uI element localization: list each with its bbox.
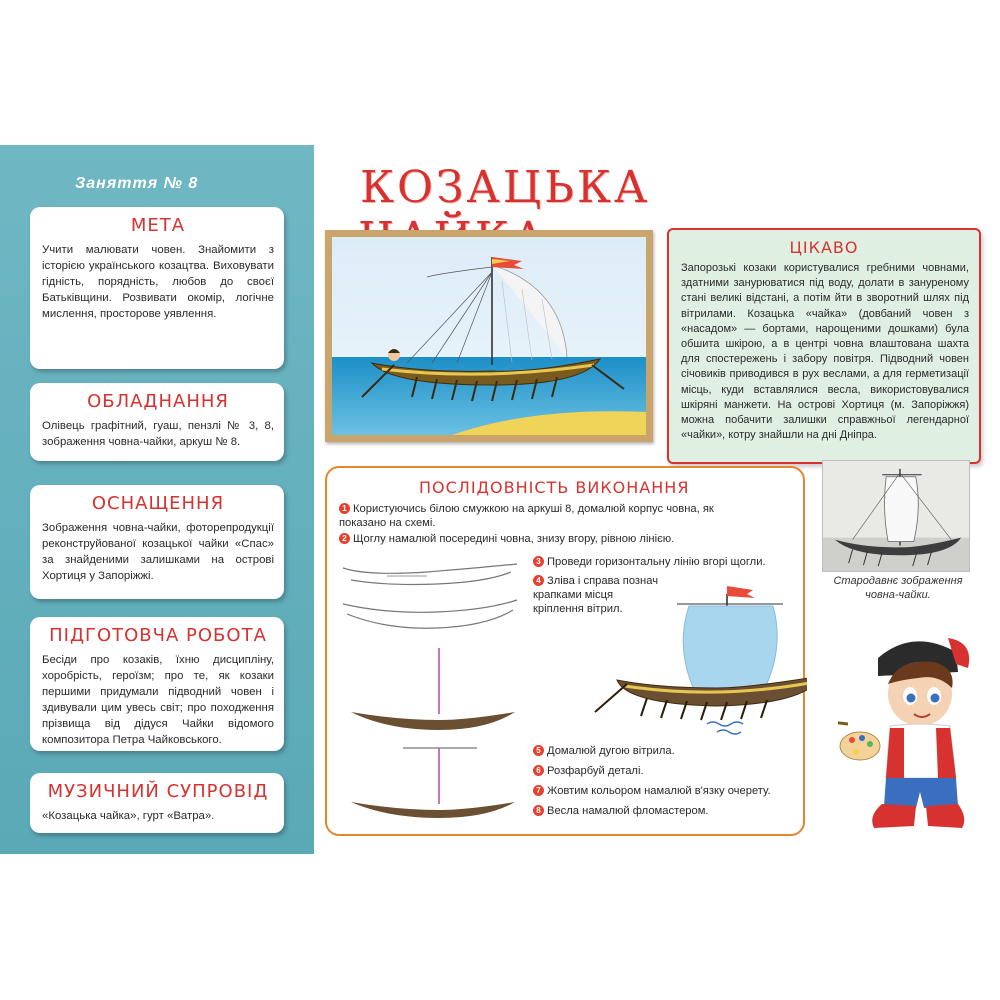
cossack-character <box>838 628 988 840</box>
step-8-number: 8 <box>533 805 544 816</box>
card-goal <box>30 207 284 369</box>
card-music <box>30 773 284 833</box>
steps-title: ПОСЛІДОВНІСТЬ ВИКОНАННЯ <box>419 478 690 497</box>
page-title: КОЗАЦЬКА <box>360 162 651 213</box>
step-2-number: 2 <box>339 533 350 544</box>
card-goal-title: МЕТА <box>130 215 186 236</box>
step-4-text: Зліва і справа познач крапками місця кріплення вітрил. <box>533 575 659 615</box>
steps-section <box>325 466 805 836</box>
step-6-number: 6 <box>533 765 544 776</box>
step-4-number: 4 <box>533 575 544 586</box>
card-supplies-text: Зображення човна-чайки, фоторепродукції реконструйованої козацької чайки «Спас» за знайденими залишками на острові Хортиця у Запоріжжі. <box>42 522 274 582</box>
card-music-title: МУЗИЧНИЙ СУПРОВІД <box>47 781 269 802</box>
sidebar-panel <box>0 145 314 854</box>
step-3-text: Проведи горизонтальну лінію вгорі щогли. <box>547 556 766 568</box>
boat-painting <box>325 230 653 442</box>
lesson-number: Заняття № 8 <box>75 175 199 192</box>
fun-fact-title: ЦІКАВО <box>789 238 859 257</box>
card-supplies-title: ОСНАЩЕННЯ <box>91 493 225 514</box>
step-1-text: Користуючись білою смужкою на аркуші 8, домалюй корпус човна, як показано на схемі. <box>339 503 714 529</box>
ancient-boat-illustration <box>823 461 969 571</box>
step-1-number: 1 <box>339 503 350 514</box>
step-8 <box>533 804 773 818</box>
ancient-boat-caption: Стародавнє зображення човна-чайки. <box>833 575 963 601</box>
step-5 <box>533 744 773 758</box>
step-2 <box>339 532 739 546</box>
card-equipment-title: ОБЛАДНАННЯ <box>87 391 229 412</box>
fun-fact-box <box>667 228 981 464</box>
step-7-text: Жовтим кольором намалюй в'язку очерету. <box>547 785 771 797</box>
card-goal-text: Учити малювати човен. Знайомити з історією українського козацтва. Виховувати гідність, порядність, любов до своєї Батьківщини. Розвивати окомір, логічне мислення, просторове уявлення. <box>42 244 274 320</box>
step-8-text: Весла намалюй фломастером. <box>547 805 709 817</box>
card-equipment-text: Олівець графітний, гуаш, пензлі № 3, 8, зображення човна-чайки, аркуш № 8. <box>42 420 274 448</box>
card-music-text: «Козацька чайка», гурт «Ватра». <box>42 810 215 822</box>
boat-painting-illustration <box>332 237 646 435</box>
step-2-text: Щоглу намалюй посередині човна, знизу вгору, рівною лінією. <box>353 533 675 545</box>
card-preparation-text: Бесіди про козаків, їхню дисципліну, хоробрість, героїзм; про те, як козаки першими придумали підводний човен і здивували цим увесь світ; про походження прізвища від дідуся Чайки відомого композитора Петра Чайковського. <box>42 654 274 746</box>
step-7-number: 7 <box>533 785 544 796</box>
step-3-number: 3 <box>533 556 544 567</box>
step-3 <box>533 555 793 569</box>
step-6-text: Розфарбуй деталі. <box>547 765 644 777</box>
cossack-illustration <box>838 628 988 840</box>
step-6 <box>533 764 773 778</box>
step-4 <box>533 574 661 616</box>
step-1 <box>339 502 719 530</box>
step-7 <box>533 784 803 798</box>
card-equipment <box>30 383 284 461</box>
card-preparation <box>30 617 284 751</box>
card-supplies <box>30 485 284 599</box>
fun-fact-text: Запорозькі козаки користувалися гребними човнами, здатними занурюватися під воду, долати в зануреному стані великі відстані, а потім йти в зворотний шлях під вітрилами. Козацька «чайка» (довбаний човен з «насадом» — бортами, нарощеними дошками) була обшита шкірою, а в центрі човна влаштована шахта для спостережень і забору повітря. Підводний човен січовиків приводився в рух веслами, а для герметизації місць, куди вставлялися весла, використовувалися шкіряні манжети. На острові Хортиця (м. Запоріжжя) можна побачити залишки справжньої легендарної «чайки», котру знайшли на дні Дніпра. <box>681 262 969 442</box>
ancient-boat-image <box>822 460 970 572</box>
step-5-text: Домалюй дугою вітрила. <box>547 745 675 757</box>
step-5-number: 5 <box>533 745 544 756</box>
card-preparation-title: ПІДГОТОВЧА РОБОТА <box>49 625 267 646</box>
